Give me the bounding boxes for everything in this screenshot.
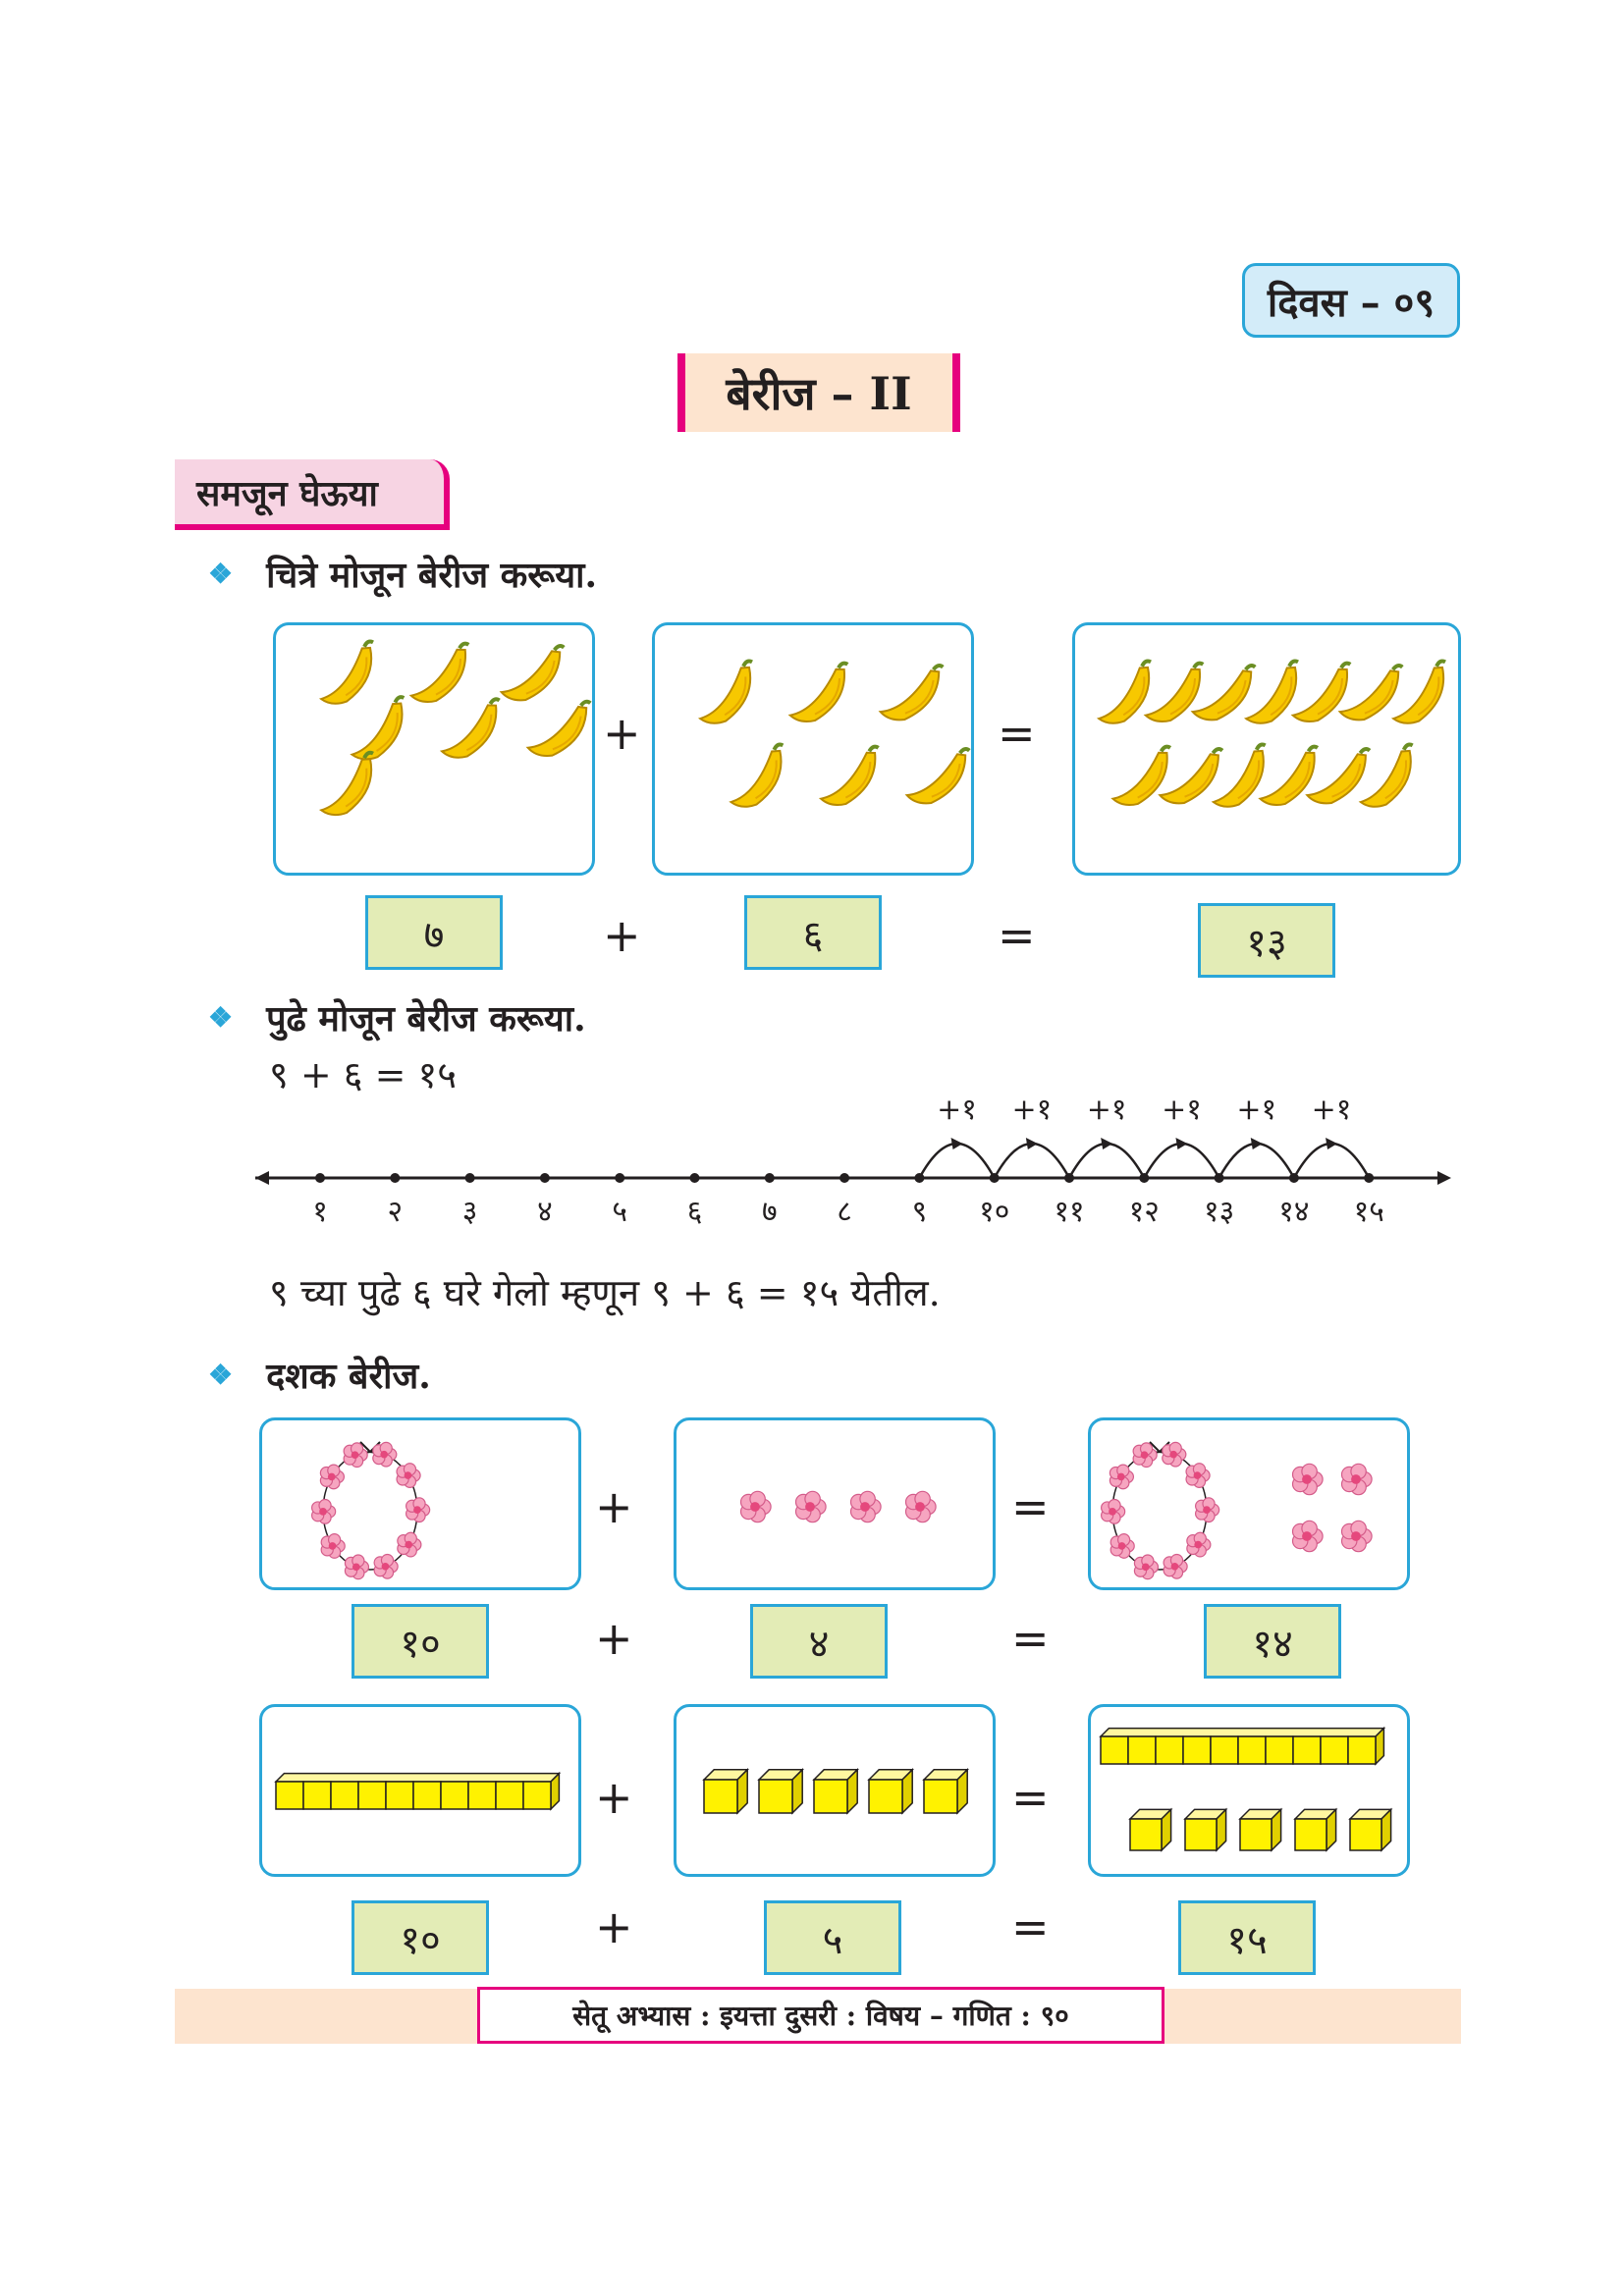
number-line-tick-label: १३ [1203, 1195, 1235, 1229]
jump-label: +१ [1311, 1093, 1352, 1127]
diamond-bullet-icon: ❖ [208, 1001, 234, 1034]
banana-group-left [276, 625, 592, 873]
unit-cube-icon [759, 1770, 802, 1813]
equals-sign: = [1011, 1771, 1050, 1824]
number-line-tick-label: ११ [1054, 1195, 1085, 1229]
flower-icon [851, 1491, 882, 1522]
day-badge: दिवस – ०९ [1242, 263, 1460, 338]
ten-rod-icon [276, 1774, 559, 1809]
garland-icon [262, 1420, 578, 1587]
flower-icon [1164, 1554, 1187, 1578]
arrow-right-icon [1437, 1171, 1451, 1185]
plus-sign: + [595, 1612, 633, 1665]
banana-icon [321, 635, 375, 710]
garland-flower-group [1091, 1420, 1407, 1587]
number-line-point [839, 1173, 849, 1183]
number-line-tick-label: ४ [537, 1195, 553, 1229]
number-line-point [315, 1173, 325, 1183]
diamond-bullet-icon: ❖ [208, 1359, 234, 1391]
number-line-tick-label: १० [979, 1195, 1010, 1229]
bullet-count-pictures [208, 550, 597, 598]
bullet-text: पुढे मोजून बेरीज करूया. [266, 998, 586, 1040]
jump-arc [919, 1144, 994, 1178]
number-line-tick-label: ३ [461, 1195, 478, 1229]
footer: सेतू अभ्यास : इयत्ता दुसरी : विषय – गणित : ९० [477, 1987, 1164, 2044]
number-line-equation: ९ + ६ = १५ [269, 1053, 458, 1096]
banana-group-result [1075, 625, 1458, 873]
bullet-text: चित्रे मोजून बेरीज करूया. [266, 555, 597, 596]
unit-cubes-box [674, 1704, 996, 1877]
number-box-middle: ६ [744, 895, 882, 970]
number-line-point [465, 1173, 475, 1183]
number-box-result: १३ [1198, 903, 1335, 978]
plus-sign: + [603, 707, 641, 760]
banana-box-result [1072, 622, 1461, 876]
number-line-point [690, 1173, 700, 1183]
flower-icon [345, 1555, 368, 1579]
number-box-middle: ५ [764, 1900, 901, 1975]
jump-arc [1219, 1144, 1294, 1178]
flower-icon [1196, 1498, 1219, 1522]
banana-box-middle [652, 622, 974, 876]
rod-plus-cubes-box [1088, 1704, 1410, 1877]
jump-arc [1069, 1144, 1144, 1178]
plus-sign: + [595, 1480, 633, 1533]
banana-icon [1099, 655, 1153, 729]
flower-icon [1110, 1534, 1134, 1559]
jump-label: +१ [1086, 1093, 1127, 1127]
number-line-point [540, 1173, 550, 1183]
number-box-left: १० [352, 1900, 489, 1975]
plus-sign: + [595, 1900, 633, 1953]
number-line-tick-label: ७ [761, 1195, 778, 1229]
banana-icon [441, 689, 501, 766]
flower-icon [741, 1491, 772, 1522]
jump-arrow-icon [1175, 1138, 1187, 1149]
unit-cube-icon [1350, 1809, 1391, 1850]
flower-icon [796, 1491, 827, 1522]
number-line-tick-label: ६ [686, 1195, 703, 1229]
flower-icon [1342, 1521, 1373, 1551]
unit-cube-icon [869, 1770, 912, 1813]
flower-group [677, 1420, 993, 1587]
flower-icon [374, 1554, 398, 1578]
flower-icon [406, 1498, 430, 1522]
banana-icon [501, 632, 566, 711]
flower-icon [1110, 1465, 1133, 1489]
equals-sign: = [998, 707, 1036, 760]
jump-label: +१ [1011, 1093, 1053, 1127]
page-title: बेरीज – II [677, 353, 960, 432]
banana-icon [321, 746, 375, 821]
flower-icon [373, 1442, 397, 1467]
number-box-left: ७ [365, 895, 503, 970]
banana-icon [1292, 653, 1352, 729]
rod-cube-group [1091, 1707, 1407, 1874]
flower-icon [1293, 1521, 1324, 1551]
unit-cube-icon [1130, 1809, 1171, 1850]
bullet-tens-addition [208, 1351, 431, 1399]
banana-icon [1112, 736, 1172, 813]
flower-icon [321, 1534, 345, 1559]
flower-icon [398, 1532, 421, 1557]
banana-icon [1260, 736, 1320, 813]
equals-sign: = [1011, 1612, 1050, 1665]
banana-icon [906, 735, 971, 814]
banana-icon [820, 736, 880, 813]
flower-icon [1186, 1464, 1210, 1488]
flower-icon [1163, 1442, 1186, 1467]
equals-sign: = [1011, 1900, 1050, 1953]
flower-icon [1187, 1532, 1211, 1557]
unit-cube-icon [924, 1770, 967, 1813]
jump-arc [995, 1144, 1069, 1178]
number-box-result: १४ [1204, 1604, 1341, 1679]
unit-cube-icon [1185, 1809, 1226, 1850]
ten-rod-box [259, 1704, 581, 1877]
number-line-tick-label: १२ [1128, 1195, 1160, 1229]
jump-arc [1144, 1144, 1218, 1178]
plus-sign: + [595, 1771, 633, 1824]
diamond-bullet-icon: ❖ [208, 558, 234, 590]
number-line-tick-label: ९ [911, 1195, 928, 1229]
number-line [245, 1090, 1463, 1247]
number-line-tick-label: ८ [837, 1195, 852, 1229]
flower-icon [320, 1465, 344, 1489]
garland-box [259, 1417, 581, 1590]
arrow-left-icon [255, 1171, 269, 1185]
jump-arrow-icon [1101, 1138, 1112, 1149]
banana-icon [1145, 653, 1205, 729]
number-line-tick-label: ५ [612, 1195, 628, 1229]
bullet-text: दशक बेरीज. [266, 1356, 431, 1397]
banana-icon [789, 653, 849, 729]
banana-icon [731, 738, 785, 813]
unit-cube-icon [1295, 1809, 1336, 1850]
number-line-tick-label: १ [312, 1195, 328, 1229]
number-box-middle: ४ [750, 1604, 888, 1679]
banana-icon [527, 687, 592, 766]
number-line-explanation: ९ च्या पुढे ६ घरे गेलो म्हणून ९ + ६ = १५ येतील. [269, 1271, 941, 1314]
jump-arrow-icon [951, 1138, 963, 1149]
equals-sign: = [998, 909, 1036, 962]
unit-cube-icon [704, 1770, 747, 1813]
flowers-box [674, 1417, 996, 1590]
number-line-tick-label: १५ [1353, 1195, 1384, 1229]
flower-icon [1342, 1464, 1373, 1494]
number-line-point [615, 1173, 624, 1183]
flower-icon [1293, 1464, 1324, 1494]
jump-arrow-icon [1026, 1138, 1038, 1149]
banana-icon [410, 633, 470, 710]
banana-group-middle [655, 625, 971, 873]
jump-label: +१ [1162, 1093, 1202, 1127]
bullet-count-forward [208, 993, 586, 1041]
ten-rod-icon [262, 1707, 578, 1874]
unit-cube-icon [1240, 1809, 1281, 1850]
number-line-tick-label: १४ [1278, 1195, 1310, 1229]
flower-icon [906, 1491, 937, 1522]
flower-icon [397, 1464, 420, 1488]
number-line-tick-label: २ [387, 1195, 404, 1229]
unit-cube-group [677, 1707, 993, 1874]
jump-arrow-icon [1251, 1138, 1263, 1149]
equals-sign: = [1011, 1480, 1050, 1533]
jump-label: +१ [1236, 1093, 1277, 1127]
number-line-point [765, 1173, 775, 1183]
section-tab: समजून घेऊया [175, 459, 450, 530]
plus-sign: + [603, 909, 641, 962]
jump-arc [1294, 1144, 1369, 1178]
flower-icon [1102, 1500, 1125, 1524]
number-box-left: १० [352, 1604, 489, 1679]
flower-icon [1134, 1555, 1158, 1579]
number-line-point [390, 1173, 400, 1183]
banana-icon [880, 652, 945, 730]
flower-icon [312, 1500, 336, 1524]
number-box-result: १५ [1178, 1900, 1316, 1975]
jump-label: +१ [937, 1093, 977, 1127]
banana-icon [352, 690, 406, 765]
banana-icon [700, 655, 754, 729]
unit-cube-icon [814, 1770, 857, 1813]
garland-plus-flowers-box [1088, 1417, 1410, 1590]
jump-arrow-icon [1326, 1138, 1337, 1149]
ten-rod-icon [1101, 1729, 1383, 1764]
banana-box-left [273, 622, 595, 876]
